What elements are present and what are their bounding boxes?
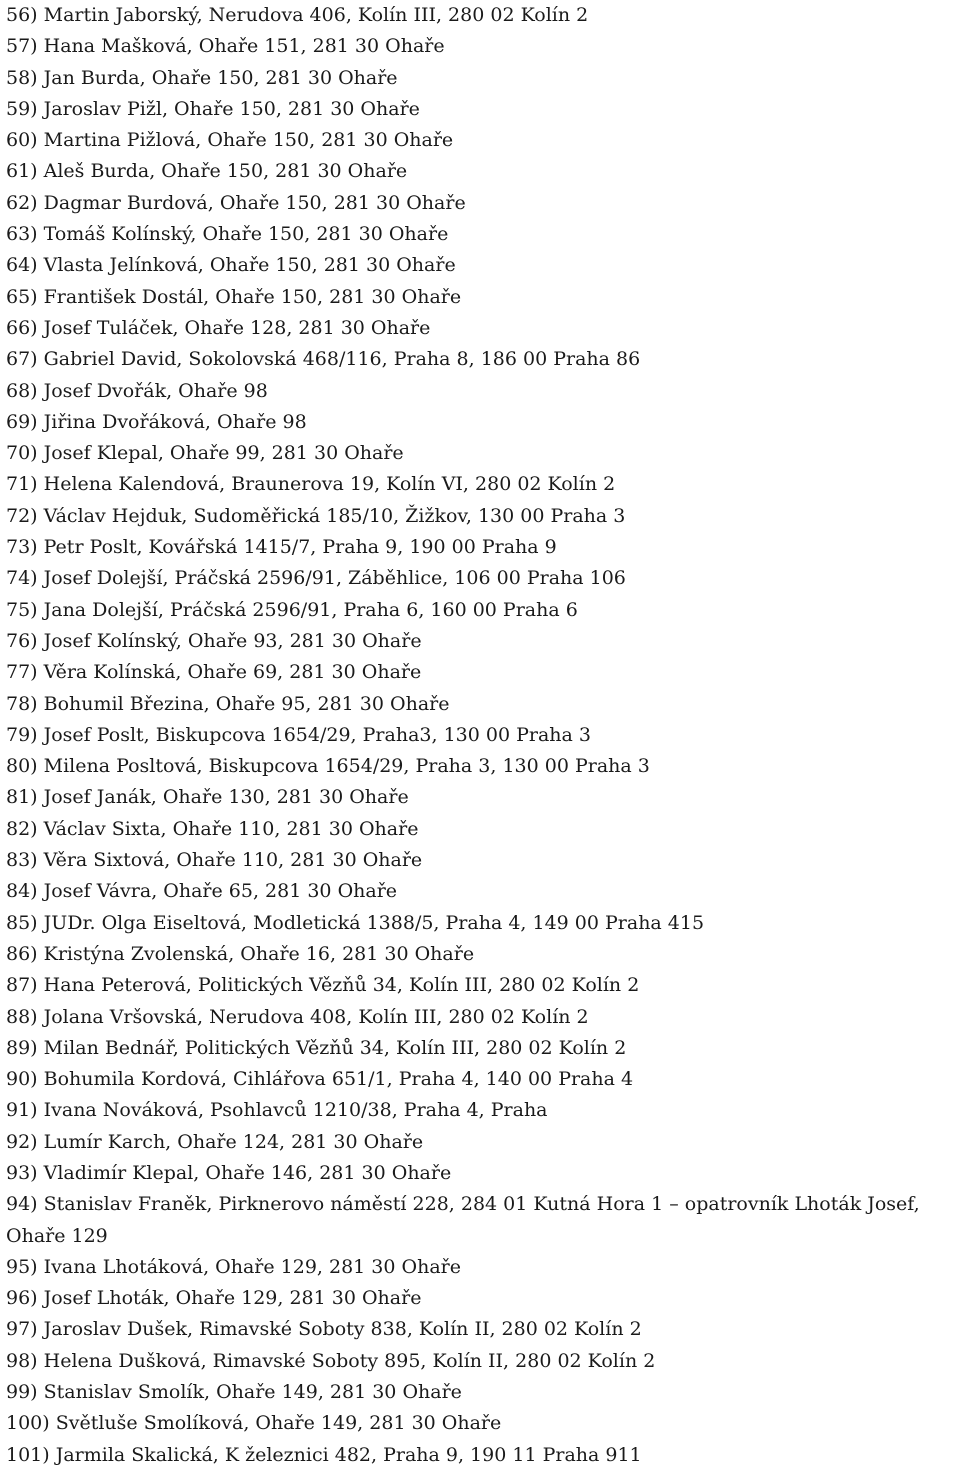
list-item: 67) Gabriel David, Sokolovská 468/116, Praha 8, 186 00 Praha 86	[6, 348, 641, 371]
list-item: 66) Josef Tuláček, Ohaře 128, 281 30 Ohaře	[6, 316, 431, 339]
list-item: 88) Jolana Vršovská, Nerudova 408, Kolín III, 280 02 Kolín 2	[6, 1005, 589, 1028]
list-item: 56) Martin Jaborský, Nerudova 406, Kolín III, 280 02 Kolín 2	[6, 4, 589, 26]
list-item: 98) Helena Dušková, Rimavské Soboty 895, Kolín II, 280 02 Kolín 2	[6, 1349, 656, 1372]
list-item: 72) Václav Hejduk, Sudoměřická 185/10, Žižkov, 130 00 Praha 3	[6, 504, 626, 527]
list-item: 82) Václav Sixta, Ohaře 110, 281 30 Ohaře	[6, 817, 419, 840]
list-item: 69) Jiřina Dvořáková, Ohaře 98	[6, 410, 307, 433]
list-item: 86) Kristýna Zvolenská, Ohaře 16, 281 30 Ohaře	[6, 942, 475, 965]
address-list	[6, 0, 958, 1471]
list-item: 73) Petr Poslt, Kovářská 1415/7, Praha 9, 190 00 Praha 9	[6, 536, 557, 559]
list-item: 74) Josef Dolejší, Práčská 2596/91, Záběhlice, 106 00 Praha 106	[6, 567, 626, 590]
list-item: 79) Josef Poslt, Biskupcova 1654/29, Praha3, 130 00 Praha 3	[6, 723, 591, 746]
list-item: 68) Josef Dvořák, Ohaře 98	[6, 379, 268, 402]
list-item: 84) Josef Vávra, Ohaře 65, 281 30 Ohaře	[6, 880, 398, 903]
list-item: 60) Martina Pižlová, Ohaře 150, 281 30 Ohaře	[6, 129, 454, 152]
list-item: 65) František Dostál, Ohaře 150, 281 30 Ohaře	[6, 285, 462, 308]
list-item: 58) Jan Burda, Ohaře 150, 281 30 Ohaře	[6, 66, 398, 89]
list-item: 91) Ivana Nováková, Psohlavců 1210/38, Praha 4, Praha	[6, 1099, 548, 1122]
list-item: 62) Dagmar Burdová, Ohaře 150, 281 30 Ohaře	[6, 191, 466, 214]
list-item: 89) Milan Bednář, Politických Vězňů 34, Kolín III, 280 02 Kolín 2	[6, 1036, 627, 1059]
list-item: 96) Josef Lhoták, Ohaře 129, 281 30 Ohaře	[6, 1287, 422, 1310]
list-item: 57) Hana Mašková, Ohaře 151, 281 30 Ohaře	[6, 35, 445, 58]
list-item: 77) Věra Kolínská, Ohaře 69, 281 30 Ohaře	[6, 661, 422, 684]
list-item: 90) Bohumila Kordová, Cihlářova 651/1, Praha 4, 140 00 Praha 4	[6, 1068, 634, 1091]
list-item: 99) Stanislav Smolík, Ohaře 149, 281 30 Ohaře	[6, 1381, 462, 1404]
list-item: 71) Helena Kalendová, Braunerova 19, Kolín VI, 280 02 Kolín 2	[6, 473, 616, 496]
list-item: 83) Věra Sixtová, Ohaře 110, 281 30 Ohaře	[6, 849, 423, 872]
list-item: 81) Josef Janák, Ohaře 130, 281 30 Ohaře	[6, 786, 409, 809]
list-item: 85) JUDr. Olga Eiseltová, Modletická 1388/5, Praha 4, 149 00 Praha 415	[6, 911, 705, 934]
list-item: 75) Jana Dolejší, Práčská 2596/91, Praha 6, 160 00 Praha 6	[6, 598, 578, 621]
list-item: 101) Jarmila Skalická, K železnici 482, Praha 9, 190 11 Praha 911	[6, 1443, 642, 1466]
list-item: 87) Hana Peterová, Politických Vězňů 34, Kolín III, 280 02 Kolín 2	[6, 974, 640, 997]
list-item: 80) Milena Posltová, Biskupcova 1654/29, Praha 3, 130 00 Praha 3	[6, 755, 650, 778]
list-item: 95) Ivana Lhotáková, Ohaře 129, 281 30 Ohaře	[6, 1255, 461, 1278]
list-item: 70) Josef Klepal, Ohaře 99, 281 30 Ohaře	[6, 442, 404, 465]
list-item: 63) Tomáš Kolínský, Ohaře 150, 281 30 Ohaře	[6, 223, 449, 246]
list-item: 93) Vladimír Klepal, Ohaře 146, 281 30 Ohaře	[6, 1161, 452, 1184]
list-item: 61) Aleš Burda, Ohaře 150, 281 30 Ohaře	[6, 160, 408, 183]
list-item: 78) Bohumil Březina, Ohaře 95, 281 30 Ohaře	[6, 692, 450, 715]
list-item: 59) Jaroslav Pižl, Ohaře 150, 281 30 Ohaře	[6, 97, 420, 120]
list-item: 94) Stanislav Franěk, Pirknerovo náměstí 228, 284 01 Kutná Hora 1 – opatrovník Lhoták Josef, Ohaře 129	[6, 1193, 920, 1247]
list-item: 76) Josef Kolínský, Ohaře 93, 281 30 Ohaře	[6, 629, 422, 652]
list-item: 92) Lumír Karch, Ohaře 124, 281 30 Ohaře	[6, 1130, 424, 1153]
list-item: 97) Jaroslav Dušek, Rimavské Soboty 838, Kolín II, 280 02 Kolín 2	[6, 1318, 642, 1341]
list-item: 100) Světluše Smolíková, Ohaře 149, 281 30 Ohaře	[6, 1412, 502, 1435]
list-item: 64) Vlasta Jelínková, Ohaře 150, 281 30 Ohaře	[6, 254, 456, 277]
